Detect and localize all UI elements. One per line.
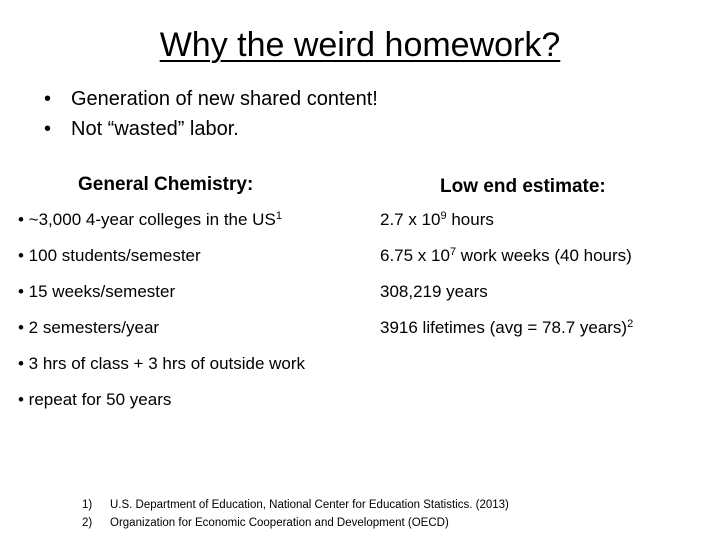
reference-row: 1) U.S. Department of Education, National Center for Education Statistics. (2013)	[82, 499, 509, 511]
list-item: • ~3,000 4-year colleges in the $US^1$	[18, 210, 282, 229]
footnote-marker: 1	[275, 210, 282, 222]
intro-bullet: • Not “wasted” labor.	[44, 114, 378, 144]
reference-row: 2) Organization for Economic Cooperation and Development (OECD)	[82, 517, 449, 529]
list-item: 308,219 years	[380, 282, 488, 301]
list-item: • 100 students/semester	[18, 246, 201, 265]
slide-title: Why the weird homework?	[159, 26, 561, 64]
list-item: • 2 semesters/year	[18, 318, 160, 337]
list-item: 3916 lifetimes (avg = 78.7 years)$^2$	[380, 318, 634, 337]
intro-bullet-text: Not “wasted” labor.	[71, 118, 239, 140]
intro-bullets	[44, 84, 378, 144]
intro-bullet-text: Generation of new shared content!	[71, 88, 378, 110]
intro-bullet: • Generation of new shared content!	[44, 84, 378, 114]
list-item: • repeat for 50 years	[18, 390, 172, 409]
left-column-list	[18, 202, 305, 418]
references	[82, 496, 509, 532]
left-column-heading: General Chemistry:	[78, 174, 254, 195]
list-item: • 3 hrs of class + 3 hrs of outside work	[18, 354, 306, 373]
list-item: 6.75 x $10^7$ work weeks (40 hours)	[380, 246, 632, 265]
right-column-heading: Low end estimate:	[440, 176, 606, 197]
footnote-marker: 2	[627, 318, 634, 330]
slide-title-wrap	[0, 26, 720, 65]
list-item: 2.7 x $10^9$ hours	[380, 210, 494, 229]
right-column-list	[380, 202, 633, 346]
list-item: • 15 weeks/semester	[18, 282, 176, 301]
